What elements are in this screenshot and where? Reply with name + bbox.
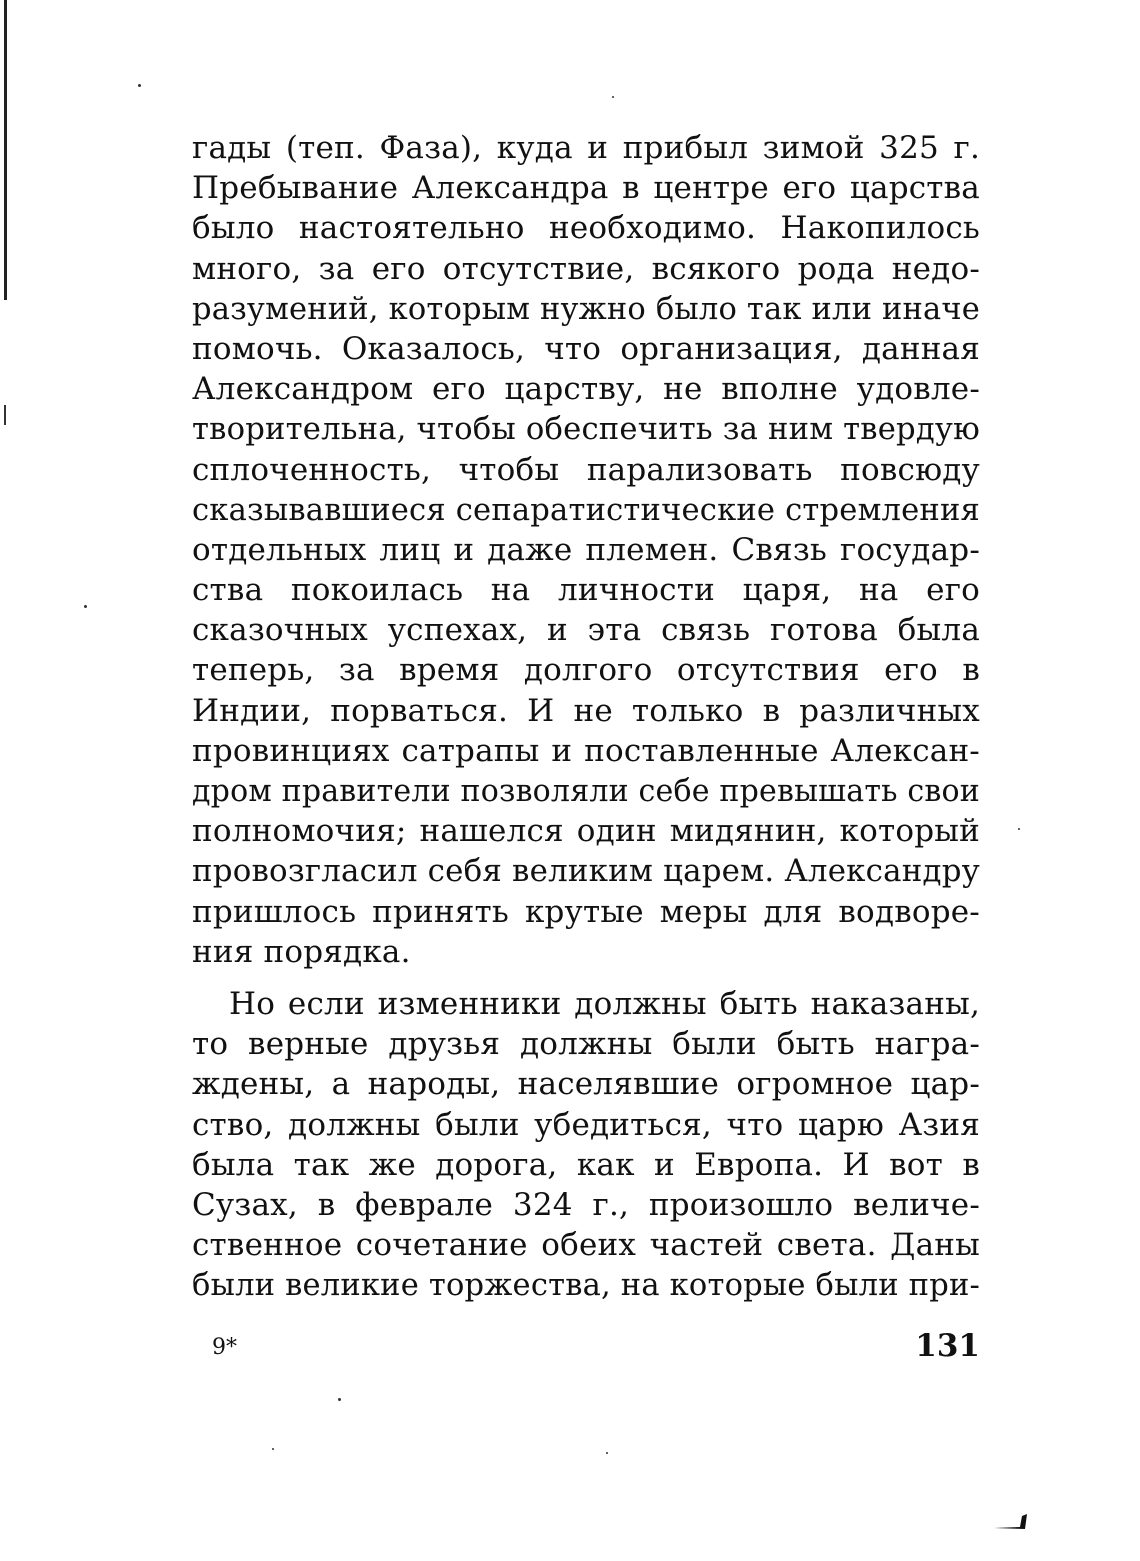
- text-line: отдельных лиц и даже племен. Связь государ-: [192, 531, 980, 568]
- corner-ink-mark-icon: [994, 1512, 1028, 1530]
- text-line: теперь, за время долгого отсутствия его в: [192, 652, 980, 689]
- page-number: 131: [915, 1328, 980, 1364]
- page-edge-mark: [4, 405, 6, 425]
- text-line: помочь. Оказалось, что организация, данная: [192, 330, 980, 367]
- text-line: дром правители позволяли себе превышать свои: [192, 773, 980, 809]
- text-line: Александром его царству, не вполне удовле-: [192, 371, 980, 408]
- text-line: творительна, чтобы обеспечить за ним твердую: [192, 411, 980, 448]
- scan-speck: [272, 1448, 274, 1450]
- text-line: Но если изменники должны быть наказаны,: [229, 985, 980, 1022]
- paragraph-1: [192, 128, 980, 972]
- text-line: Индии, порваться. И не только в различных: [192, 692, 980, 729]
- text-line: ждены, а народы, населявшие огромное цар-: [192, 1066, 980, 1103]
- body-text: [192, 128, 980, 1305]
- text-line: сказывавшиеся сепаратистические стремления: [192, 491, 981, 528]
- text-line: ния порядка.: [192, 933, 411, 970]
- printer-signature-mark: 9*: [212, 1335, 237, 1360]
- text-line: пришлось принять крутые меры для водворе-: [192, 893, 980, 930]
- text-line: ство, должны были убедиться, что царю Азия: [192, 1106, 980, 1143]
- text-line: было настоятельно необходимо. Накопилось: [192, 210, 980, 247]
- scan-speck: [138, 84, 141, 87]
- scan-speck: [338, 1398, 341, 1401]
- text-line: Пребывание Александра в центре его царства: [192, 170, 980, 207]
- page-edge-mark: [4, 0, 7, 300]
- text-line: гады (теп. Фаза), куда и прибыл зимой 325 г.: [192, 130, 980, 166]
- text-line: полномочия; нашелся один мидянин, который: [192, 813, 980, 850]
- text-line: была так же дорога, как и Европа. И вот в: [192, 1146, 980, 1183]
- paragraph-gap: [192, 972, 980, 984]
- text-line: разумений, которым нужно было так или иначе: [192, 290, 981, 327]
- text-line: ства покоилась на личности царя, на его: [192, 572, 980, 609]
- text-line: провозгласил себя великим царем. Александру: [192, 853, 980, 890]
- text-line: сплоченность, чтобы парализовать повсюду: [192, 451, 980, 488]
- scan-speck: [612, 96, 614, 98]
- paragraph-2: [192, 984, 980, 1306]
- scan-speck: [1018, 828, 1020, 830]
- scan-speck: [606, 1452, 608, 1454]
- text-line: провинциях сатрапы и поставленные Алексан-: [192, 732, 980, 769]
- text-line: сказочных успехах, и эта связь готова была: [192, 612, 980, 649]
- text-line: были великие торжества, на которые были при-: [192, 1267, 981, 1304]
- text-line: много, за его отсутствие, всякого рода недо-: [192, 250, 980, 287]
- scan-speck: [84, 605, 87, 608]
- text-line: Сузах, в феврале 324 г., произошло величе-: [192, 1186, 980, 1223]
- text-line: то верные друзья должны были быть награ-: [192, 1026, 980, 1063]
- text-line: ственное сочетание обеих частей света. Даны: [192, 1227, 980, 1264]
